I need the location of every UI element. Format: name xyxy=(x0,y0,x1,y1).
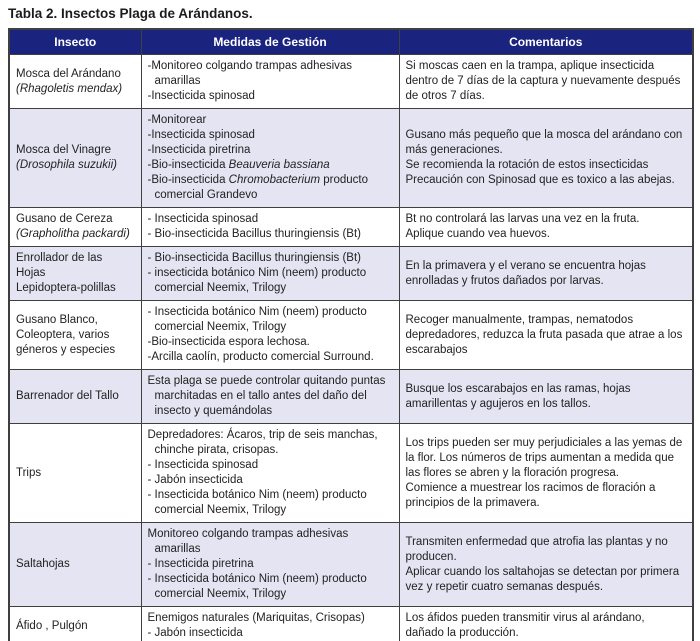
cell-line: -Insecticida piretrina xyxy=(147,144,251,156)
comments-cell xyxy=(399,301,693,370)
comments-cell xyxy=(399,607,693,641)
cell-line: Esta plaga se puede controlar quitando puntas marchitadas en el tallo antes del daño del insecto y quemándolas xyxy=(147,375,386,417)
cell-line: Bt no controlará las larvas una vez en la fruta. xyxy=(405,213,640,225)
insect-cell xyxy=(9,301,141,370)
comments-cell xyxy=(399,424,693,523)
cell-line: Recoger manualmente, trampas, nematodos depredadores, reduzca la fruta pasada que atrae a los escarabajos xyxy=(405,313,683,356)
comments-cell xyxy=(399,523,693,607)
cell-line: - Insecticida spinosad xyxy=(147,459,259,471)
comments-cell xyxy=(399,247,693,301)
cell-line: Los trips pueden ser muy perjudiciales a las yemas de la flor. Los números de trips aumentan a medida que las flores se abren y la floración progresa. xyxy=(405,436,683,479)
measures-cell xyxy=(141,301,399,370)
cell-line: - Insecticida botánico Nim (neem) producto comercial Neemix, Trilogy xyxy=(147,306,367,333)
measures-cell xyxy=(141,424,399,523)
col-header-medidas: Medidas de Gestión xyxy=(141,29,399,55)
cell-line: Áfido , Pulgón xyxy=(16,619,88,632)
table-row xyxy=(9,55,693,109)
col-header-insecto: Insecto xyxy=(9,29,141,55)
cell-line: -Insecticida spinosad xyxy=(147,90,255,102)
pest-table xyxy=(8,28,694,641)
cell-line: Gusano de Cereza xyxy=(16,213,113,225)
table-row xyxy=(9,370,693,424)
cell-line: - Jabón insecticida xyxy=(147,627,243,639)
cell-line: -Bio-insecticida espora lechosa. xyxy=(147,336,310,348)
comments-cell xyxy=(399,208,693,247)
cell-line: - insecticida botánico Nim (neem) producto comercial Neemix, Trilogy xyxy=(147,267,367,294)
cell-line: Gusano Blanco, Coleoptera, varios géneros y especies xyxy=(16,313,116,356)
cell-line: - Insecticida piretrina xyxy=(147,558,254,570)
table-row xyxy=(9,607,693,641)
cell-line: - Bio-insecticida Bacillus thuringiensis (Bt) xyxy=(147,228,361,240)
table-body xyxy=(9,55,693,641)
insect-cell xyxy=(9,607,141,641)
cell-line: - Bio-insecticida Bacillus thuringiensis (Bt) xyxy=(147,252,361,264)
table-header-row xyxy=(9,29,693,55)
insect-cell xyxy=(9,424,141,523)
cell-line: En la primavera y el verano se encuentra hojas enrolladas y frutos dañados por larvas. xyxy=(405,259,646,287)
cell-line: - Jabón insecticida xyxy=(147,474,243,486)
comments-cell xyxy=(399,55,693,109)
insect-cell xyxy=(9,208,141,247)
measures-cell xyxy=(141,523,399,607)
table-row xyxy=(9,208,693,247)
measures-cell xyxy=(141,208,399,247)
comments-cell xyxy=(399,109,693,208)
cell-line: Si moscas caen en la trampa, aplique insecticida dentro de 7 días de la captura y nuevamente después de otros 7 días. xyxy=(405,60,681,102)
insect-cell xyxy=(9,370,141,424)
table-row xyxy=(9,109,693,208)
cell-line: Aplique cuando vea huevos. xyxy=(405,228,550,240)
insect-cell xyxy=(9,55,141,109)
measures-cell xyxy=(141,55,399,109)
measures-cell xyxy=(141,109,399,208)
cell-line: Saltahojas xyxy=(16,558,70,570)
col-header-comentarios: Comentarios xyxy=(399,29,693,55)
comments-cell xyxy=(399,370,693,424)
cell-line: (Rhagoletis mendax) xyxy=(16,82,123,95)
cell-line: Lepidoptera-polillas xyxy=(16,282,116,294)
cell-line: - Insecticida botánico Nim (neem) producto comercial Neemix, Trilogy xyxy=(147,489,367,516)
cell-line: Los áfidos pueden transmitir virus al arándano, dañado la producción. xyxy=(405,612,645,639)
cell-line: Trips xyxy=(16,466,42,479)
table-row xyxy=(9,424,693,523)
cell-line: - Insecticida botánico Nim (neem) producto comercial Neemix, Trilogy xyxy=(147,573,367,600)
cell-line: Se recomienda la rotación de estos insecticidas xyxy=(405,159,649,171)
cell-line: - Insecticida spinosad xyxy=(147,213,259,225)
cell-line: -Arcilla caolín, producto comercial Surround. xyxy=(147,351,374,363)
cell-line: Transmiten enfermedad que atrofia las plantas y no producen. xyxy=(405,535,668,563)
measures-cell xyxy=(141,607,399,641)
cell-line: Mosca del Arándano xyxy=(16,67,121,80)
cell-line: Barrenador del Tallo xyxy=(16,390,119,402)
cell-line: Precaución con Spinosad que es toxico a las abejas. xyxy=(405,174,675,186)
cell-line: Enemigos naturales (Mariquitas, Crisopas) xyxy=(147,612,365,624)
insect-cell xyxy=(9,523,141,607)
insect-cell xyxy=(9,109,141,208)
cell-line: Depredadores: Ácaros, trip de seis manchas, chinche pirata, crisopas. xyxy=(147,429,378,456)
insect-cell xyxy=(9,247,141,301)
table-row xyxy=(9,523,693,607)
cell-line: -Monitorear xyxy=(147,114,207,126)
table-title: Tabla 2. Insectos Plaga de Arándanos. xyxy=(8,6,253,21)
cell-line: (Grapholitha packardi) xyxy=(16,228,130,240)
cell-line: Mosca del Vinagre xyxy=(16,144,112,156)
cell-line: -Monitoreo colgando trampas adhesivas amarillas xyxy=(147,60,353,87)
measures-cell xyxy=(141,370,399,424)
cell-line: -Bio-insecticida Beauveria bassiana xyxy=(147,159,330,171)
cell-line: Monitoreo colgando trampas adhesivas amarillas xyxy=(147,528,349,555)
cell-line: -Bio-insecticida Chromobacterium producto comercial Grandevo xyxy=(147,174,369,201)
cell-line: Busque los escarabajos en las ramas, hojas amarillentas y agujeros en los tallos. xyxy=(405,382,631,410)
cell-line: Comience a muestrear los racimos de floración a principios de la primavera. xyxy=(405,481,656,509)
table-row xyxy=(9,247,693,301)
cell-line: (Drosophila suzukii) xyxy=(16,159,117,171)
table-row xyxy=(9,301,693,370)
cell-line: Aplicar cuando los saltahojas se detectan por primera vez y repetir cuatro semanas después. xyxy=(405,565,680,593)
cell-line: Enrollador de las Hojas xyxy=(16,252,103,279)
measures-cell xyxy=(141,247,399,301)
cell-line: Gusano más pequeño que la mosca del arándano con más generaciones. xyxy=(405,129,683,156)
cell-line: -Insecticida spinosad xyxy=(147,129,255,141)
